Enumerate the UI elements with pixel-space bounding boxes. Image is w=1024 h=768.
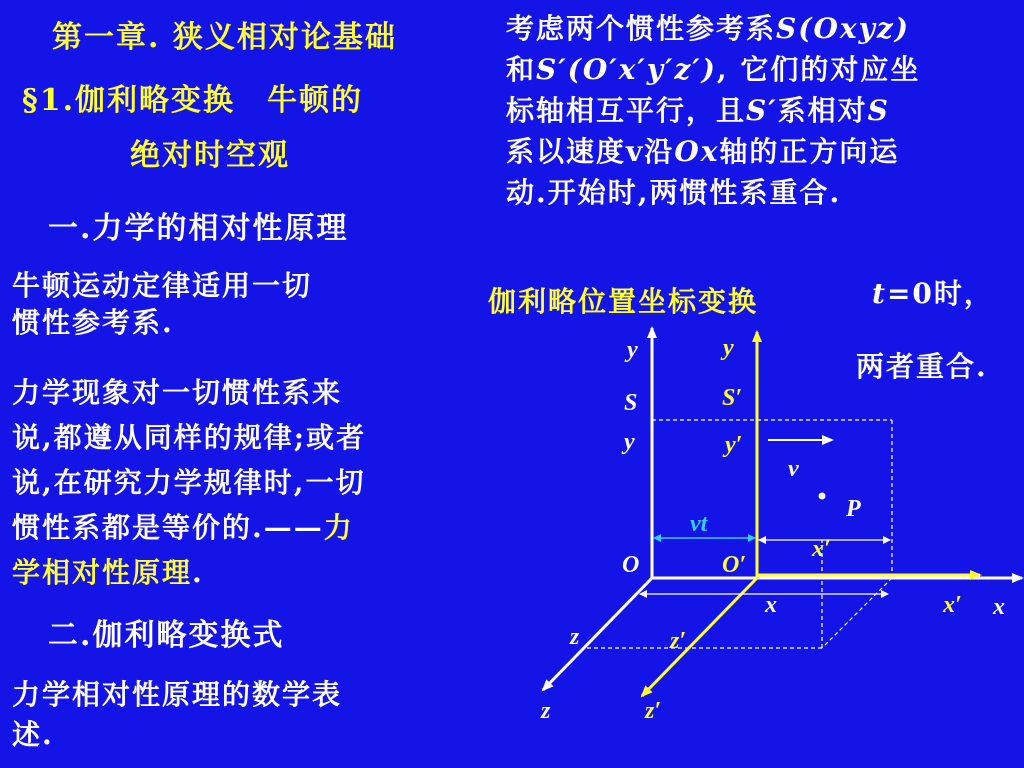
highlight-text: 力 xyxy=(323,511,354,544)
paragraph-line: 动.开始时,两惯性系重合. xyxy=(506,176,842,209)
paragraph-text: , 它们的对应坐 xyxy=(716,53,921,86)
label-x-distance: x xyxy=(765,592,777,618)
heading-galilean-transform: 二.伽利略变换式 xyxy=(48,618,285,653)
label-y-prime-top: y xyxy=(723,335,734,361)
paragraph-line: 力学相对性原理的数学表 xyxy=(12,678,343,711)
label-P: P xyxy=(846,496,861,522)
point-p-dot xyxy=(819,493,826,500)
symbol-Oxyz: (Oxyz) xyxy=(798,12,910,45)
label-x-axis: x xyxy=(993,594,1005,620)
paragraph-text: 沿 xyxy=(644,135,675,168)
paragraph-text: 惯性系都是等价的.—— xyxy=(12,511,324,544)
paragraph-text: 轴的正方向运 xyxy=(719,135,900,168)
z-axis xyxy=(543,578,652,690)
paragraph-line: 说,都遵从同样的规律;或者 xyxy=(12,421,367,454)
heading-relativity-principle: 一.力学的相对性原理 xyxy=(48,211,349,246)
section-title-line1: §1.伽利略变换 牛顿的 xyxy=(22,83,364,118)
symbol-S: S xyxy=(867,94,890,127)
symbol-S-prime: S′ xyxy=(536,53,568,86)
symbol-v: v xyxy=(626,135,645,168)
highlight-text: 学相对性原理 xyxy=(12,556,193,589)
paragraph-text: . xyxy=(192,556,204,589)
label-y-top: y xyxy=(627,337,638,363)
dashed-diagonal-edge xyxy=(822,578,892,648)
paragraph-line: 述. xyxy=(12,718,54,751)
z-prime-axis xyxy=(642,578,757,696)
paragraph-line: 说,在研究力学规律时,一切 xyxy=(12,466,366,499)
symbol-Ox: Ox xyxy=(674,135,720,168)
t-zero-text: =0时， xyxy=(886,277,994,310)
paragraph-text: 系相对 xyxy=(777,94,868,127)
paragraph-text: 标轴相互平行，且 xyxy=(506,94,747,127)
label-vt: vt xyxy=(690,511,708,537)
symbol-t: t xyxy=(872,277,887,310)
chapter-title: 第一章. 狭义相对论基础 xyxy=(52,20,397,55)
diagram-caption: 伽利略位置坐标变换 xyxy=(488,285,759,318)
label-x-prime-distance: x′ xyxy=(812,536,831,562)
paragraph-text: 系以速度 xyxy=(506,135,627,168)
symbol-S-prime: S′ xyxy=(746,94,778,127)
label-S: S xyxy=(624,390,638,416)
label-z-prime-end: z′ xyxy=(645,698,662,724)
label-y-prime-mid: y′ xyxy=(725,432,743,458)
label-z-prime-mid: z′ xyxy=(670,628,687,654)
paragraph-line: 力学现象对一切惯性系来 xyxy=(12,376,343,409)
label-x-prime-axis: x′ xyxy=(943,592,962,618)
paragraph-line: 惯性参考系. xyxy=(12,306,174,339)
label-z-mid: z xyxy=(570,624,580,650)
label-O: O xyxy=(622,552,640,578)
label-O-prime: O′ xyxy=(722,552,747,578)
symbol-S: S xyxy=(776,12,799,45)
paragraph-line: 牛顿运动定律适用一切 xyxy=(12,269,313,302)
label-v: v xyxy=(788,456,799,482)
paragraph-text: 和 xyxy=(506,53,537,86)
section-title-line2: 绝对时空观 xyxy=(130,138,290,173)
coincide-label: 两者重合. xyxy=(856,350,988,383)
symbol-frame-prime: (O′x′y′z′) xyxy=(567,53,717,86)
label-z-end: z xyxy=(541,698,551,724)
paragraph-text: 考虑两个惯性参考系 xyxy=(506,12,777,45)
label-S-prime: S′ xyxy=(722,385,743,411)
label-y-mid: y xyxy=(624,429,635,455)
